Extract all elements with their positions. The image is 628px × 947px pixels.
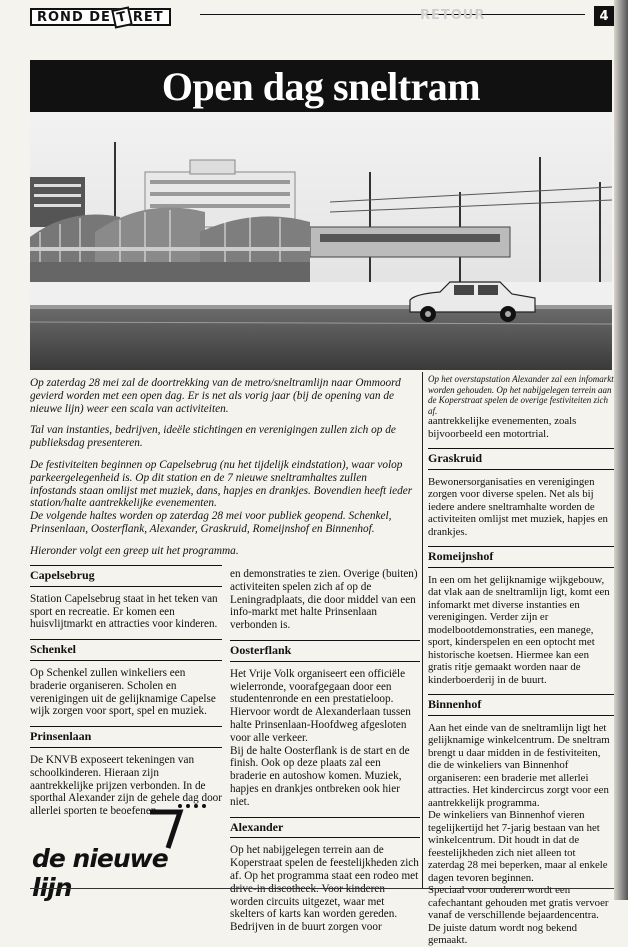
section-text: Bij de halte Oosterflank is de start en de finish. Ook op deze plaats zal een braderie en autoshow komen. Muziek, hapjes en drankjes ontbreken ook hier niet. xyxy=(230,744,410,808)
masthead-pre: ROND DE xyxy=(37,9,111,25)
intro-paragraph: Op zaterdag 28 mei zal de doortrekking van de metro/sneltramlijn naar Ommoord gevierd worden met een open dag. Er is net als vorig jaar (bij de opening van de nieuwe lijn) weer een scala van activiteiten. xyxy=(30,377,401,415)
section-text: Hiervoor wordt de Alexanderlaan tussen halte Prinsenlaan-Hoofdweg afgesloten voor alle verkeer. xyxy=(230,706,411,744)
section-text: Het Vrije Volk organiseert een officiële wielerronde, voorafgegaan door een studentenronde en een prestatieloop. xyxy=(230,667,406,706)
section-heading-graskruid: Graskruid xyxy=(428,448,614,470)
intro-paragraph: Tal van instanties, bedrijven, ideële stichtingen en verenigingen zullen zich op de publieksdag presenteren. xyxy=(30,424,396,450)
section-heading-oosterflank: Oosterflank xyxy=(230,640,420,662)
masthead-tilted-letter: T xyxy=(111,6,132,28)
section-text: Station Capelsebrug staat in het teken van sport en recreatie. Er komen een huisvlijtmarkt en attracties voor kinderen. xyxy=(30,592,218,631)
section-text: Bewonersorganisaties en verenigingen zorgen voor diverse spelen. Net als bij iedere andere sneltramhalte worden de activiteiten omlijst met muziek, hapjes en drankjes. xyxy=(428,475,608,538)
article-intro xyxy=(30,377,415,567)
de-nieuwe-lijn-logo xyxy=(30,802,210,902)
masthead-post: RET xyxy=(132,9,164,25)
column-divider xyxy=(422,372,423,889)
masthead-logo xyxy=(30,8,171,26)
column-2 xyxy=(230,568,420,934)
logo-text: de nieuwe lijn xyxy=(32,844,168,902)
photo-caption: Op het overstapstation Alexander zal een infomarkt worden gehouden. Op het nabijgelegen terrein aan de Koperstraat spelen de overige festiviteiten zich af. xyxy=(428,374,614,416)
section-text: Op het nabijgelegen terrein aan de Koperstraat spelen de feestelijkheden zich af. Op het programma staat een rodeo met drive-in discotheek. Voor kinderen worden circuits uitgezet, waar met skelters of karts kan worden gereden. Bedrijven in de buurt zorgen voor xyxy=(230,844,419,934)
section-heading-schenkel: Schenkel xyxy=(30,639,222,661)
column-1 xyxy=(30,565,222,818)
section-text: In een om het gelijknamige wijkgebouw, dat vlak aan de sneltramlijn ligt, komt een infomarkt met diverse instanties en verenigingen. Verder zijn er modelbootdemonstraties, een manege, sport, kinderspelen en een optocht met historische koetsen. Hiermee kan een gratis ritje gemaakt worden naar de kinderboerderij in de buurt. xyxy=(428,573,610,686)
page-edge xyxy=(614,0,628,900)
page-number: 4 xyxy=(594,6,614,26)
masthead-rule xyxy=(200,14,585,15)
article-title: Open dag sneltram xyxy=(30,60,612,112)
section-heading-binnenhof: Binnenhof xyxy=(428,694,614,716)
section-text: De juiste datum wordt nog bekend gemaakt. xyxy=(428,921,578,946)
seven-logo-mark xyxy=(30,802,210,850)
tram-station-photo xyxy=(30,112,612,370)
station-illustration xyxy=(30,112,612,370)
section-heading-prinsenlaan: Prinsenlaan xyxy=(30,726,222,748)
intro-paragraph: Hieronder volgt een greep uit het programma. xyxy=(30,544,239,557)
masthead xyxy=(30,7,171,27)
intro-paragraph: De volgende haltes worden op zaterdag 28 mei voor publiek geopend. Schenkel, Prinsenlaan, Oosterflank, Alexander, Graskruid, Romeijnshof en Binnenhof. xyxy=(30,510,392,535)
column-3 xyxy=(428,415,614,947)
section-heading-capelsebrug: Capelsebrug xyxy=(30,565,222,587)
intro-paragraph: De festiviteiten beginnen op Capelsebrug (nu het tijdelijk eindstation), waar volop parkeergelegenheid is. Op dit station en de 7 nieuwe sneltramhaltes zullen infostands staan omlijst met muziek, dans, hapjes en drankjes. Bovendien heeft ieder station/halte aantrekkelijke evenementen. xyxy=(30,458,413,510)
section-heading-alexander: Alexander xyxy=(230,817,420,839)
section-text: De KNVB exposeert tekeningen van schoolkinderen. Hieraan zijn aantrekkelijke prijzen verbonden. In de sporthal Alexander zijn de gehele dag door allerlei sporten te beoefenen xyxy=(30,753,222,818)
section-text: aantrekkelijke evenementen, zoals bijvoorbeeld een motortrial. xyxy=(428,415,577,440)
bleed-through-text: RETOUR xyxy=(420,8,486,23)
bottom-rule xyxy=(30,888,614,889)
section-text: De winkeliers van Binnenhof vieren tegelijkertijd het 7-jarig bestaan van het winkelcentrum. Dit houdt in dat de feestelijkheden zich niet alleen tot zaterdag 28 mei beperken, maar al enkele dagen tevoren beginnen. xyxy=(428,809,608,884)
section-heading-romeijnshof: Romeijnshof xyxy=(428,546,614,568)
section-text: Aan het einde van de sneltramlijn ligt het gelijknamige winkelcentrum. De sneltram brengt u daar midden in de festiviteiten, die de winkeliers van Binnenhof organiseren: een braderie met allerlei attracties. Het kindercircus zorgt voor een aantrekkelijk programma. xyxy=(428,721,610,809)
section-text: Speciaal voor ouderen wordt een cafechantant gehouden met gratis vervoer vanaf de verschillende bejaardencentra. xyxy=(428,884,609,921)
section-text: Op Schenkel zullen winkeliers een braderie organiseren. Scholen en verenigingen uit de gelijknamige Capelse wijk zorgen voor sport, spel en muziek. xyxy=(30,666,216,718)
section-text: en demonstraties te zien. Overige (buiten) activiteiten spelen zich af op de Leningradplaats, die door middel van een info-markt met halte Prinsenlaan verbonden is. xyxy=(230,568,418,632)
